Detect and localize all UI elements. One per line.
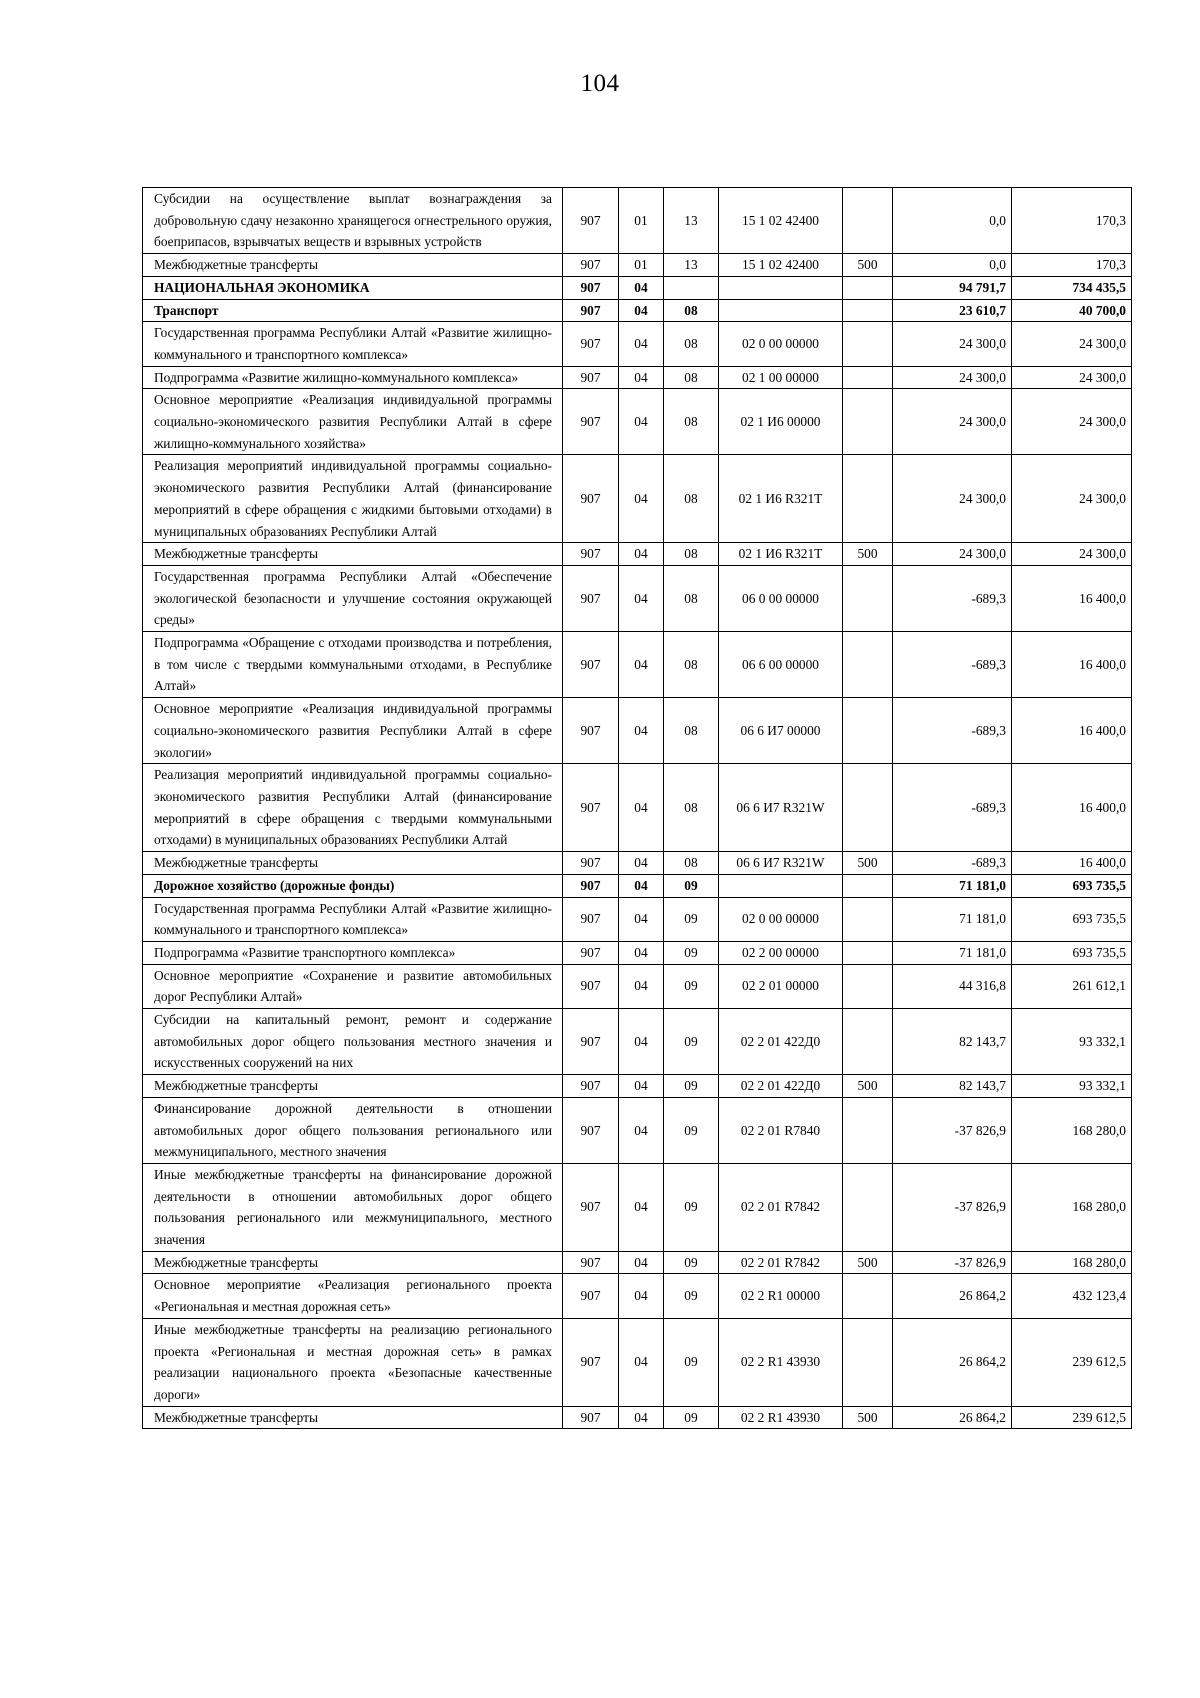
row-target-article-cell — [719, 874, 843, 897]
row-amount-1-cell: 23 610,7 — [893, 299, 1012, 322]
row-section-cell: 04 — [619, 897, 664, 941]
row-amount-1-cell: 44 316,8 — [893, 964, 1012, 1008]
row-subsection-cell: 08 — [664, 322, 719, 366]
row-grbs-cell: 907 — [563, 1097, 619, 1163]
row-grbs-cell: 907 — [563, 897, 619, 941]
row-name-cell: Реализация мероприятий индивидуальной программы социально-экономического развития Республики Алтай (финансирование мероприятий в сфере обращения с твердыми коммунальными отходами) в муниципальных образованиях Республики Алтай — [143, 764, 563, 852]
row-expense-type-cell — [843, 276, 893, 299]
row-amount-2-cell: 24 300,0 — [1012, 543, 1132, 566]
row-amount-2-cell: 168 280,0 — [1012, 1251, 1132, 1274]
row-amount-2-cell: 40 700,0 — [1012, 299, 1132, 322]
row-name-cell: Иные межбюджетные трансферты на финансирование дорожной деятельности в отношении автомобильных дорог общего пользования регионального или межмуниципального, местного значения — [143, 1163, 563, 1251]
row-expense-type-cell: 500 — [843, 254, 893, 277]
row-amount-1-cell: 71 181,0 — [893, 874, 1012, 897]
row-amount-1-cell: -689,3 — [893, 698, 1012, 764]
table-row — [143, 1406, 1132, 1429]
row-amount-2-cell: 24 300,0 — [1012, 389, 1132, 455]
row-amount-1-cell: 26 864,2 — [893, 1274, 1012, 1318]
row-subsection-cell: 09 — [664, 897, 719, 941]
table-row — [143, 389, 1132, 455]
row-amount-1-cell: -37 826,9 — [893, 1163, 1012, 1251]
row-section-cell: 04 — [619, 964, 664, 1008]
row-section-cell: 04 — [619, 852, 664, 875]
row-grbs-cell: 907 — [563, 322, 619, 366]
row-subsection-cell: 08 — [664, 389, 719, 455]
row-section-cell: 04 — [619, 455, 664, 543]
row-target-article-cell — [719, 276, 843, 299]
row-section-cell: 04 — [619, 698, 664, 764]
row-amount-1-cell: 24 300,0 — [893, 543, 1012, 566]
row-section-cell: 04 — [619, 632, 664, 698]
row-name-cell: Межбюджетные трансферты — [143, 1075, 563, 1098]
table-row — [143, 188, 1132, 254]
table-row — [143, 698, 1132, 764]
row-name-cell: Дорожное хозяйство (дорожные фонды) — [143, 874, 563, 897]
row-subsection-cell: 08 — [664, 455, 719, 543]
row-name-cell: Субсидии на капитальный ремонт, ремонт и содержание автомобильных дорог общего пользования местного значения и искусственных сооружений на них — [143, 1009, 563, 1075]
row-amount-2-cell: 16 400,0 — [1012, 565, 1132, 631]
row-name-cell: Основное мероприятие «Реализация индивидуальной программы социально-экономического развития Республики Алтай в сфере экологии» — [143, 698, 563, 764]
row-grbs-cell: 907 — [563, 1318, 619, 1406]
row-target-article-cell: 02 1 И6 00000 — [719, 389, 843, 455]
row-section-cell: 04 — [619, 941, 664, 964]
row-expense-type-cell — [843, 874, 893, 897]
row-amount-1-cell: 71 181,0 — [893, 897, 1012, 941]
row-name-cell: Межбюджетные трансферты — [143, 254, 563, 277]
row-expense-type-cell — [843, 322, 893, 366]
table-row — [143, 964, 1132, 1008]
table-row — [143, 366, 1132, 389]
row-target-article-cell: 02 2 01 R7842 — [719, 1163, 843, 1251]
row-name-cell: Реализация мероприятий индивидуальной программы социально-экономического развития Республики Алтай (финансирование мероприятий в сфере обращения с жидкими бытовыми отходами) в муниципальных образованиях Республики Алтай — [143, 455, 563, 543]
row-section-cell: 04 — [619, 389, 664, 455]
row-name-cell: Субсидии на осуществление выплат вознаграждения за добровольную сдачу незаконно хранящегося огнестрельного оружия, боеприпасов, взрывчатых веществ и взрывных устройств — [143, 188, 563, 254]
row-section-cell: 01 — [619, 254, 664, 277]
row-grbs-cell: 907 — [563, 565, 619, 631]
row-section-cell: 04 — [619, 543, 664, 566]
row-target-article-cell: 02 2 01 00000 — [719, 964, 843, 1008]
row-subsection-cell: 08 — [664, 366, 719, 389]
row-target-article-cell: 06 6 00 00000 — [719, 632, 843, 698]
row-amount-2-cell: 170,3 — [1012, 254, 1132, 277]
table-row — [143, 632, 1132, 698]
page-number: 104 — [580, 70, 620, 97]
budget-table — [142, 187, 1132, 1429]
row-name-cell: Финансирование дорожной деятельности в отношении автомобильных дорог общего пользования регионального или межмуниципального, местного значения — [143, 1097, 563, 1163]
row-expense-type-cell — [843, 389, 893, 455]
row-amount-1-cell: 82 143,7 — [893, 1009, 1012, 1075]
row-grbs-cell: 907 — [563, 276, 619, 299]
row-amount-1-cell: 94 791,7 — [893, 276, 1012, 299]
row-amount-1-cell: 0,0 — [893, 254, 1012, 277]
row-expense-type-cell — [843, 565, 893, 631]
row-target-article-cell: 02 2 R1 00000 — [719, 1274, 843, 1318]
row-section-cell: 04 — [619, 1097, 664, 1163]
row-target-article-cell: 02 2 01 422Д0 — [719, 1009, 843, 1075]
row-subsection-cell: 08 — [664, 698, 719, 764]
row-grbs-cell: 907 — [563, 852, 619, 875]
table-row — [143, 1318, 1132, 1406]
table-row — [143, 1251, 1132, 1274]
row-amount-2-cell: 16 400,0 — [1012, 764, 1132, 852]
row-target-article-cell: 02 1 И6 R321Т — [719, 543, 843, 566]
table-row — [143, 764, 1132, 852]
table-row — [143, 455, 1132, 543]
row-target-article-cell — [719, 299, 843, 322]
row-expense-type-cell — [843, 941, 893, 964]
table-row — [143, 276, 1132, 299]
row-subsection-cell: 09 — [664, 874, 719, 897]
row-amount-1-cell: 26 864,2 — [893, 1318, 1012, 1406]
row-subsection-cell: 09 — [664, 1274, 719, 1318]
row-amount-2-cell: 734 435,5 — [1012, 276, 1132, 299]
row-target-article-cell: 02 0 00 00000 — [719, 897, 843, 941]
row-grbs-cell: 907 — [563, 941, 619, 964]
row-amount-2-cell: 24 300,0 — [1012, 366, 1132, 389]
row-subsection-cell — [664, 276, 719, 299]
row-expense-type-cell — [843, 964, 893, 1008]
row-amount-2-cell: 168 280,0 — [1012, 1163, 1132, 1251]
row-expense-type-cell — [843, 455, 893, 543]
row-amount-2-cell: 16 400,0 — [1012, 632, 1132, 698]
table-row — [143, 565, 1132, 631]
row-subsection-cell: 13 — [664, 188, 719, 254]
row-section-cell: 01 — [619, 188, 664, 254]
row-section-cell: 04 — [619, 1009, 664, 1075]
row-grbs-cell: 907 — [563, 1009, 619, 1075]
table-row — [143, 1274, 1132, 1318]
row-section-cell: 04 — [619, 1163, 664, 1251]
row-amount-2-cell: 239 612,5 — [1012, 1406, 1132, 1429]
row-grbs-cell: 907 — [563, 1251, 619, 1274]
row-grbs-cell: 907 — [563, 698, 619, 764]
row-amount-2-cell: 16 400,0 — [1012, 698, 1132, 764]
row-name-cell: Государственная программа Республики Алтай «Обеспечение экологической безопасности и улучшение состояния окружающей среды» — [143, 565, 563, 631]
row-subsection-cell: 09 — [664, 1251, 719, 1274]
row-expense-type-cell: 500 — [843, 852, 893, 875]
row-amount-2-cell: 168 280,0 — [1012, 1097, 1132, 1163]
row-section-cell: 04 — [619, 276, 664, 299]
row-grbs-cell: 907 — [563, 632, 619, 698]
row-amount-2-cell: 693 735,5 — [1012, 874, 1132, 897]
row-grbs-cell: 907 — [563, 1163, 619, 1251]
row-section-cell: 04 — [619, 1075, 664, 1098]
table-row — [143, 1075, 1132, 1098]
row-amount-1-cell: 26 864,2 — [893, 1406, 1012, 1429]
row-subsection-cell: 09 — [664, 941, 719, 964]
row-expense-type-cell — [843, 698, 893, 764]
row-section-cell: 04 — [619, 299, 664, 322]
row-name-cell: НАЦИОНАЛЬНАЯ ЭКОНОМИКА — [143, 276, 563, 299]
row-expense-type-cell — [843, 897, 893, 941]
row-amount-1-cell: 24 300,0 — [893, 322, 1012, 366]
row-subsection-cell: 08 — [664, 852, 719, 875]
row-target-article-cell: 15 1 02 42400 — [719, 254, 843, 277]
row-expense-type-cell — [843, 188, 893, 254]
row-name-cell: Межбюджетные трансферты — [143, 1406, 563, 1429]
row-name-cell: Межбюджетные трансферты — [143, 1251, 563, 1274]
row-grbs-cell: 907 — [563, 455, 619, 543]
row-grbs-cell: 907 — [563, 1406, 619, 1429]
row-target-article-cell: 02 2 01 R7840 — [719, 1097, 843, 1163]
row-name-cell: Иные межбюджетные трансферты на реализацию регионального проекта «Региональная и местная дорожная сеть» в рамках реализации национального проекта «Безопасные качественные дороги» — [143, 1318, 563, 1406]
row-grbs-cell: 907 — [563, 1075, 619, 1098]
row-name-cell: Государственная программа Республики Алтай «Развитие жилищно-коммунального и транспортного комплекса» — [143, 322, 563, 366]
row-name-cell: Межбюджетные трансферты — [143, 543, 563, 566]
row-expense-type-cell — [843, 1274, 893, 1318]
row-amount-2-cell: 693 735,5 — [1012, 941, 1132, 964]
row-grbs-cell: 907 — [563, 1274, 619, 1318]
row-expense-type-cell — [843, 632, 893, 698]
table-row — [143, 543, 1132, 566]
row-expense-type-cell: 500 — [843, 1406, 893, 1429]
row-expense-type-cell — [843, 366, 893, 389]
row-section-cell: 04 — [619, 1274, 664, 1318]
row-subsection-cell: 09 — [664, 1097, 719, 1163]
row-name-cell: Государственная программа Республики Алтай «Развитие жилищно-коммунального и транспортного комплекса» — [143, 897, 563, 941]
row-grbs-cell: 907 — [563, 874, 619, 897]
row-expense-type-cell — [843, 299, 893, 322]
row-target-article-cell: 02 1 00 00000 — [719, 366, 843, 389]
row-amount-2-cell: 432 123,4 — [1012, 1274, 1132, 1318]
row-grbs-cell: 907 — [563, 188, 619, 254]
row-target-article-cell: 06 6 И7 R321W — [719, 764, 843, 852]
row-subsection-cell: 09 — [664, 1163, 719, 1251]
row-name-cell: Подпрограмма «Развитие транспортного комплекса» — [143, 941, 563, 964]
row-name-cell: Подпрограмма «Обращение с отходами производства и потребления, в том числе с твердыми коммунальными отходами, в Республике Алтай» — [143, 632, 563, 698]
row-grbs-cell: 907 — [563, 389, 619, 455]
row-grbs-cell: 907 — [563, 254, 619, 277]
row-target-article-cell: 06 0 00 00000 — [719, 565, 843, 631]
table-row — [143, 1163, 1132, 1251]
row-amount-1-cell: -689,3 — [893, 632, 1012, 698]
table-row — [143, 1097, 1132, 1163]
row-expense-type-cell — [843, 1318, 893, 1406]
row-expense-type-cell: 500 — [843, 1075, 893, 1098]
row-section-cell: 04 — [619, 322, 664, 366]
row-expense-type-cell — [843, 764, 893, 852]
table-row — [143, 941, 1132, 964]
row-name-cell: Транспорт — [143, 299, 563, 322]
row-name-cell: Основное мероприятие «Реализация регионального проекта «Региональная и местная дорожная сеть» — [143, 1274, 563, 1318]
row-amount-2-cell: 239 612,5 — [1012, 1318, 1132, 1406]
row-expense-type-cell — [843, 1097, 893, 1163]
row-name-cell: Основное мероприятие «Реализация индивидуальной программы социально-экономического развития Республики Алтай в сфере жилищно-коммунального хозяйства» — [143, 389, 563, 455]
row-amount-2-cell: 24 300,0 — [1012, 455, 1132, 543]
row-amount-1-cell: 24 300,0 — [893, 366, 1012, 389]
row-section-cell: 04 — [619, 366, 664, 389]
row-amount-1-cell: -37 826,9 — [893, 1097, 1012, 1163]
row-amount-1-cell: 24 300,0 — [893, 389, 1012, 455]
table-row — [143, 874, 1132, 897]
row-subsection-cell: 08 — [664, 764, 719, 852]
row-amount-2-cell: 261 612,1 — [1012, 964, 1132, 1008]
row-amount-1-cell: 0,0 — [893, 188, 1012, 254]
row-amount-1-cell: -689,3 — [893, 852, 1012, 875]
row-amount-2-cell: 693 735,5 — [1012, 897, 1132, 941]
row-target-article-cell: 06 6 И7 00000 — [719, 698, 843, 764]
row-subsection-cell: 09 — [664, 1009, 719, 1075]
row-name-cell: Основное мероприятие «Сохранение и развитие автомобильных дорог Республики Алтай» — [143, 964, 563, 1008]
row-target-article-cell: 02 2 01 R7842 — [719, 1251, 843, 1274]
row-amount-2-cell: 93 332,1 — [1012, 1075, 1132, 1098]
row-amount-2-cell: 93 332,1 — [1012, 1009, 1132, 1075]
row-target-article-cell: 02 1 И6 R321Т — [719, 455, 843, 543]
row-subsection-cell: 08 — [664, 543, 719, 566]
row-target-article-cell: 06 6 И7 R321W — [719, 852, 843, 875]
table-row — [143, 852, 1132, 875]
row-amount-2-cell: 16 400,0 — [1012, 852, 1132, 875]
row-amount-1-cell: -689,3 — [893, 565, 1012, 631]
row-subsection-cell: 08 — [664, 299, 719, 322]
row-grbs-cell: 907 — [563, 299, 619, 322]
row-subsection-cell: 09 — [664, 1406, 719, 1429]
row-grbs-cell: 907 — [563, 366, 619, 389]
budget-table-body — [143, 188, 1132, 1429]
row-target-article-cell: 02 2 R1 43930 — [719, 1406, 843, 1429]
row-target-article-cell: 15 1 02 42400 — [719, 188, 843, 254]
row-subsection-cell: 09 — [664, 964, 719, 1008]
row-amount-2-cell: 170,3 — [1012, 188, 1132, 254]
row-section-cell: 04 — [619, 764, 664, 852]
row-amount-1-cell: -689,3 — [893, 764, 1012, 852]
row-section-cell: 04 — [619, 1318, 664, 1406]
row-subsection-cell: 09 — [664, 1075, 719, 1098]
table-row — [143, 322, 1132, 366]
table-row — [143, 254, 1132, 277]
table-row — [143, 1009, 1132, 1075]
row-target-article-cell: 02 2 01 422Д0 — [719, 1075, 843, 1098]
row-subsection-cell: 08 — [664, 632, 719, 698]
row-target-article-cell: 02 0 00 00000 — [719, 322, 843, 366]
row-subsection-cell: 13 — [664, 254, 719, 277]
row-amount-1-cell: -37 826,9 — [893, 1251, 1012, 1274]
row-section-cell: 04 — [619, 1406, 664, 1429]
row-expense-type-cell — [843, 1163, 893, 1251]
table-row — [143, 897, 1132, 941]
row-expense-type-cell — [843, 1009, 893, 1075]
row-amount-1-cell: 82 143,7 — [893, 1075, 1012, 1098]
row-expense-type-cell: 500 — [843, 543, 893, 566]
row-amount-1-cell: 24 300,0 — [893, 455, 1012, 543]
row-subsection-cell: 09 — [664, 1318, 719, 1406]
row-section-cell: 04 — [619, 1251, 664, 1274]
row-section-cell: 04 — [619, 565, 664, 631]
row-name-cell: Межбюджетные трансферты — [143, 852, 563, 875]
row-name-cell: Подпрограмма «Развитие жилищно-коммунального комплекса» — [143, 366, 563, 389]
row-grbs-cell: 907 — [563, 543, 619, 566]
row-amount-2-cell: 24 300,0 — [1012, 322, 1132, 366]
row-amount-1-cell: 71 181,0 — [893, 941, 1012, 964]
row-grbs-cell: 907 — [563, 764, 619, 852]
row-subsection-cell: 08 — [664, 565, 719, 631]
row-section-cell: 04 — [619, 874, 664, 897]
table-row — [143, 299, 1132, 322]
row-target-article-cell: 02 2 00 00000 — [719, 941, 843, 964]
row-grbs-cell: 907 — [563, 964, 619, 1008]
row-expense-type-cell: 500 — [843, 1251, 893, 1274]
row-target-article-cell: 02 2 R1 43930 — [719, 1318, 843, 1406]
